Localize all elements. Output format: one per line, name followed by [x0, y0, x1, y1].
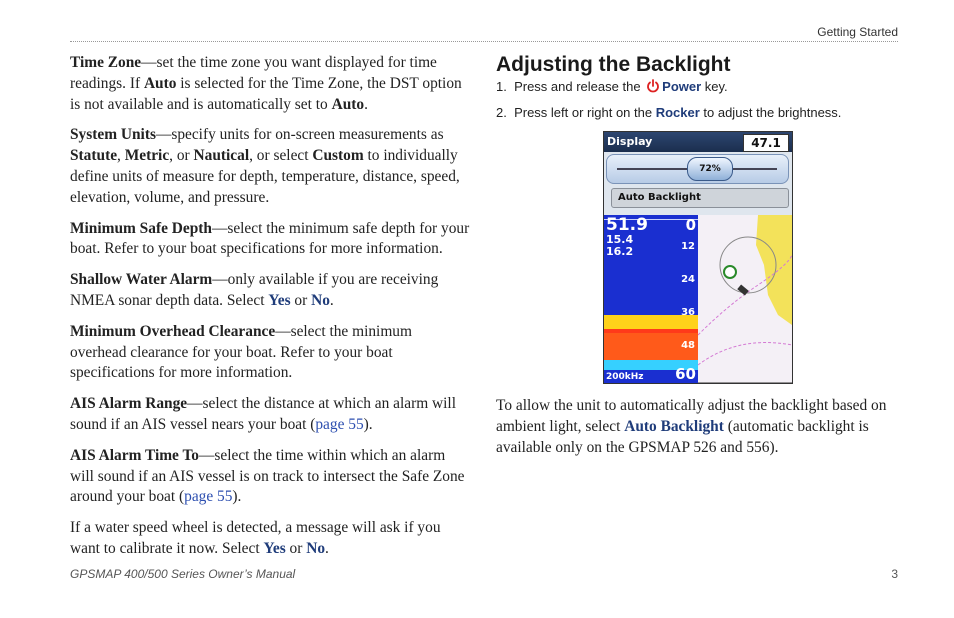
- device-screenshot: [603, 131, 793, 384]
- text: ,: [117, 147, 125, 165]
- time-zone-paragraph: [70, 53, 472, 115]
- auto-option: Auto: [331, 95, 365, 113]
- min-safe-depth-paragraph: [70, 219, 472, 261]
- text: To allow the unit to automatically adjust the backlight based on ambient light, select: [496, 397, 887, 435]
- text: ).: [363, 415, 373, 433]
- min-overhead-term: Minimum Overhead Clearance: [70, 322, 276, 340]
- text: —select the minimum overhead clearance for your boat. Refer to your boat specifications for more information.: [70, 322, 412, 382]
- power-icon: [646, 79, 660, 96]
- scale-top: 0: [685, 216, 696, 234]
- power-key-label: Power: [662, 79, 702, 94]
- scale-label: 24: [681, 274, 695, 285]
- water-speed: 16.2: [606, 245, 634, 258]
- no-option: No: [306, 539, 326, 557]
- step-1: [496, 79, 906, 96]
- scale-label: 48: [681, 340, 695, 351]
- text: .: [325, 539, 329, 557]
- system-units-paragraph: [70, 125, 472, 208]
- auto-backlight-button[interactable]: Auto Backlight: [611, 188, 789, 208]
- text: —only available if you are receiving NMEA sonar depth data. Select: [70, 271, 439, 309]
- ais-time-term: AIS Alarm Time To: [70, 446, 199, 464]
- text: .: [364, 95, 368, 113]
- left-column: [70, 53, 472, 570]
- nautical-option: Nautical: [193, 147, 250, 165]
- section-header: Getting Started: [817, 25, 898, 39]
- no-option: No: [311, 291, 330, 309]
- footer: [70, 567, 898, 581]
- depth-readout: 47.1: [743, 134, 789, 152]
- ais-range-term: AIS Alarm Range: [70, 395, 188, 413]
- text: If a water speed wheel is detected, a message will ask if you want to calibrate it now. Select: [70, 519, 441, 557]
- yes-option: Yes: [268, 291, 291, 309]
- header-rule: [70, 41, 898, 42]
- water-temp: 15.4: [606, 233, 634, 246]
- text: ).: [232, 488, 242, 506]
- ais-time-paragraph: [70, 446, 472, 508]
- text: to individually define units of measure for depth, temperature, distance, speed, elevation, volume, and pressure.: [70, 147, 460, 206]
- text: Press left or right on the: [514, 105, 656, 120]
- shallow-water-term: Shallow Water Alarm: [70, 271, 213, 289]
- auto-backlight-option: Auto Backlight: [624, 417, 724, 435]
- backlight-slider[interactable]: [606, 154, 789, 184]
- shallow-water-paragraph: [70, 270, 472, 312]
- text: or: [285, 539, 307, 557]
- manual-title: GPSMAP 400/500 Series Owner’s Manual: [70, 567, 296, 581]
- right-column: [496, 53, 906, 129]
- text: —select the minimum safe depth for your boat. Refer to your boat specifications for more information.: [70, 219, 470, 258]
- text: key.: [701, 79, 728, 94]
- text: , or select: [249, 147, 313, 165]
- yes-option: Yes: [263, 539, 286, 557]
- text: —set the time zone you want displayed for time readings. If: [70, 54, 437, 92]
- frequency: 200kHz: [606, 372, 644, 382]
- sonar-panel: [604, 215, 698, 383]
- scale-label: 36: [681, 307, 695, 318]
- time-zone-term: Time Zone: [70, 54, 142, 71]
- ais-range-paragraph: [70, 394, 472, 436]
- text: (automatic backlight is available only on the GPSMAP 526 and 556).: [496, 417, 869, 456]
- auto-backlight-paragraph: [496, 396, 896, 458]
- text: .: [329, 291, 334, 309]
- metric-option: Metric: [124, 147, 170, 165]
- steps-list: [496, 79, 906, 120]
- page-number: 3: [891, 567, 898, 581]
- rocker-key-label: Rocker: [655, 105, 700, 120]
- min-safe-depth-term: Minimum Safe Depth: [70, 219, 212, 237]
- text: , or: [169, 147, 194, 165]
- text: is selected for the Time Zone, the DST option is not available and is automatically set to: [70, 74, 462, 113]
- slider-knob[interactable]: 72%: [687, 157, 733, 181]
- scale-label: 12: [681, 241, 695, 252]
- sonar-depth: 51.9: [606, 215, 648, 235]
- text: to adjust the brightness.: [699, 105, 842, 120]
- text: Press and release the: [514, 79, 645, 94]
- page-link[interactable]: page 55: [315, 415, 364, 433]
- section-heading: Adjusting the Backlight: [496, 53, 731, 76]
- step-2: [496, 105, 906, 120]
- nav-chart-panel: [698, 215, 792, 383]
- nav-chart-graphic: [698, 215, 792, 383]
- step-number: 1.: [496, 79, 507, 94]
- text: —select the time within which an alarm will sound if an AIS vessel is on track to intersect the Safe Zone around your boat (: [70, 446, 465, 506]
- step-number: 2.: [496, 105, 507, 120]
- page-link[interactable]: page 55: [184, 488, 233, 506]
- text: or: [290, 291, 312, 309]
- custom-option: Custom: [312, 147, 364, 165]
- min-overhead-paragraph: [70, 322, 472, 384]
- statute-option: Statute: [70, 147, 118, 165]
- text: —select the distance at which an alarm will sound if an AIS vessel nears your boat (: [70, 395, 456, 433]
- text: —specify units for on-screen measurements as: [155, 126, 444, 144]
- screen-title: Display: [607, 135, 653, 148]
- water-speed-paragraph: [70, 518, 472, 560]
- auto-option: Auto: [143, 74, 177, 92]
- scale-bottom: 60: [675, 365, 696, 383]
- system-units-term: System Units: [70, 126, 156, 144]
